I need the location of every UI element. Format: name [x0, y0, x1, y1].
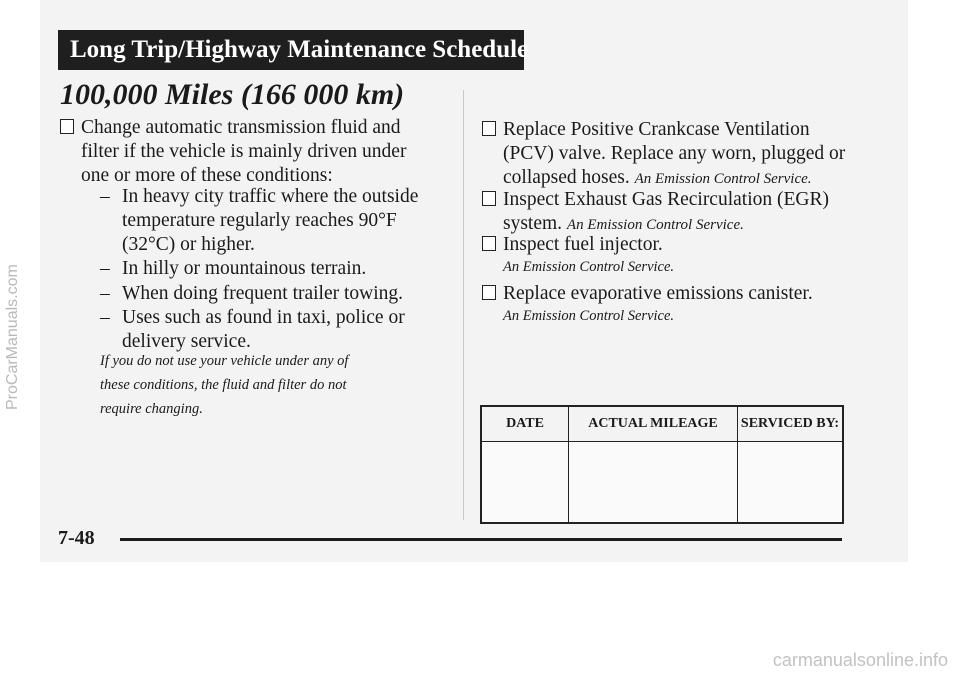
item-text-line: Change automatic transmission fluid and	[81, 117, 401, 138]
side-watermark: ProCarManuals.com	[4, 264, 21, 410]
column-divider	[463, 90, 464, 520]
checklist-item-egr	[482, 188, 902, 237]
serviced-by-header: SERVICED BY:	[738, 406, 844, 442]
condition-item	[100, 306, 430, 354]
item-text-line: Replace evaporative emissions canister.	[503, 283, 813, 304]
item-text-line: Replace Positive Crankcase Ventilation	[503, 119, 810, 140]
emission-note: An Emission Control Service.	[503, 259, 675, 275]
condition-item	[100, 185, 430, 257]
footer-rule	[120, 538, 842, 541]
checkbox-icon[interactable]	[60, 119, 74, 134]
date-header: DATE	[481, 406, 569, 442]
page-title: Long Trip/Highway Maintenance Schedule	[70, 36, 529, 63]
dash-bullet: –	[100, 283, 110, 304]
fluid-note	[100, 349, 400, 421]
condition-text: In hilly or mountainous terrain.	[122, 258, 367, 279]
note-line: If you do not use your vehicle under any of	[100, 353, 349, 369]
condition-text: temperature regularly reaches 90°F	[122, 210, 397, 231]
item-text-line: filter if the vehicle is mainly driven under	[81, 141, 407, 162]
item-text-line: one or more of these conditions:	[81, 165, 333, 186]
item-text-line: Inspect fuel injector.	[503, 234, 663, 255]
condition-text: delivery service.	[122, 331, 251, 352]
dash-bullet: –	[100, 186, 110, 207]
bottom-watermark: carmanualsonline.info	[772, 650, 948, 670]
item-text-line: collapsed hoses.	[503, 167, 630, 188]
date-cell[interactable]	[481, 442, 569, 524]
condition-text: When doing frequent trailer towing.	[122, 283, 404, 304]
item-text-line: Inspect Exhaust Gas Recirculation (EGR)	[503, 189, 829, 210]
condition-item	[100, 257, 430, 281]
condition-text: Uses such as found in taxi, police or	[122, 307, 405, 328]
checkbox-icon[interactable]	[482, 191, 496, 206]
dash-bullet: –	[100, 258, 110, 279]
condition-text: In heavy city traffic where the outside	[122, 186, 419, 207]
page-number: 7-48	[58, 527, 95, 549]
checklist-item-fuel-injector	[482, 233, 902, 277]
mileage-cell[interactable]	[569, 442, 738, 524]
checkbox-icon[interactable]	[482, 285, 496, 300]
condition-text: (32°C) or higher.	[122, 234, 255, 255]
emission-note: An Emission Control Service.	[566, 217, 744, 233]
note-line: these conditions, the fluid and filter do not	[100, 377, 347, 393]
checkbox-icon[interactable]	[482, 236, 496, 251]
item-text-line: system.	[503, 213, 563, 234]
table-header-row	[481, 406, 843, 442]
schedule-header-bar	[58, 30, 529, 70]
table-row	[481, 442, 843, 524]
checklist-item-pcv	[482, 118, 902, 191]
note-line: require changing.	[100, 401, 203, 417]
condition-item	[100, 282, 430, 306]
emission-note: An Emission Control Service.	[634, 171, 812, 187]
mileage-heading: 100,000 Miles (166 000 km)	[60, 78, 405, 111]
checklist-item-transmission	[60, 116, 460, 188]
service-record-table	[480, 405, 844, 524]
emission-note: An Emission Control Service.	[503, 308, 675, 324]
checklist-item-evap-canister	[482, 282, 902, 326]
mileage-header: ACTUAL MILEAGE	[569, 406, 738, 442]
serviced-by-cell[interactable]	[738, 442, 844, 524]
dash-bullet: –	[100, 307, 110, 328]
item-text-line: (PCV) valve. Replace any worn, plugged or	[503, 143, 846, 164]
checkbox-icon[interactable]	[482, 121, 496, 136]
